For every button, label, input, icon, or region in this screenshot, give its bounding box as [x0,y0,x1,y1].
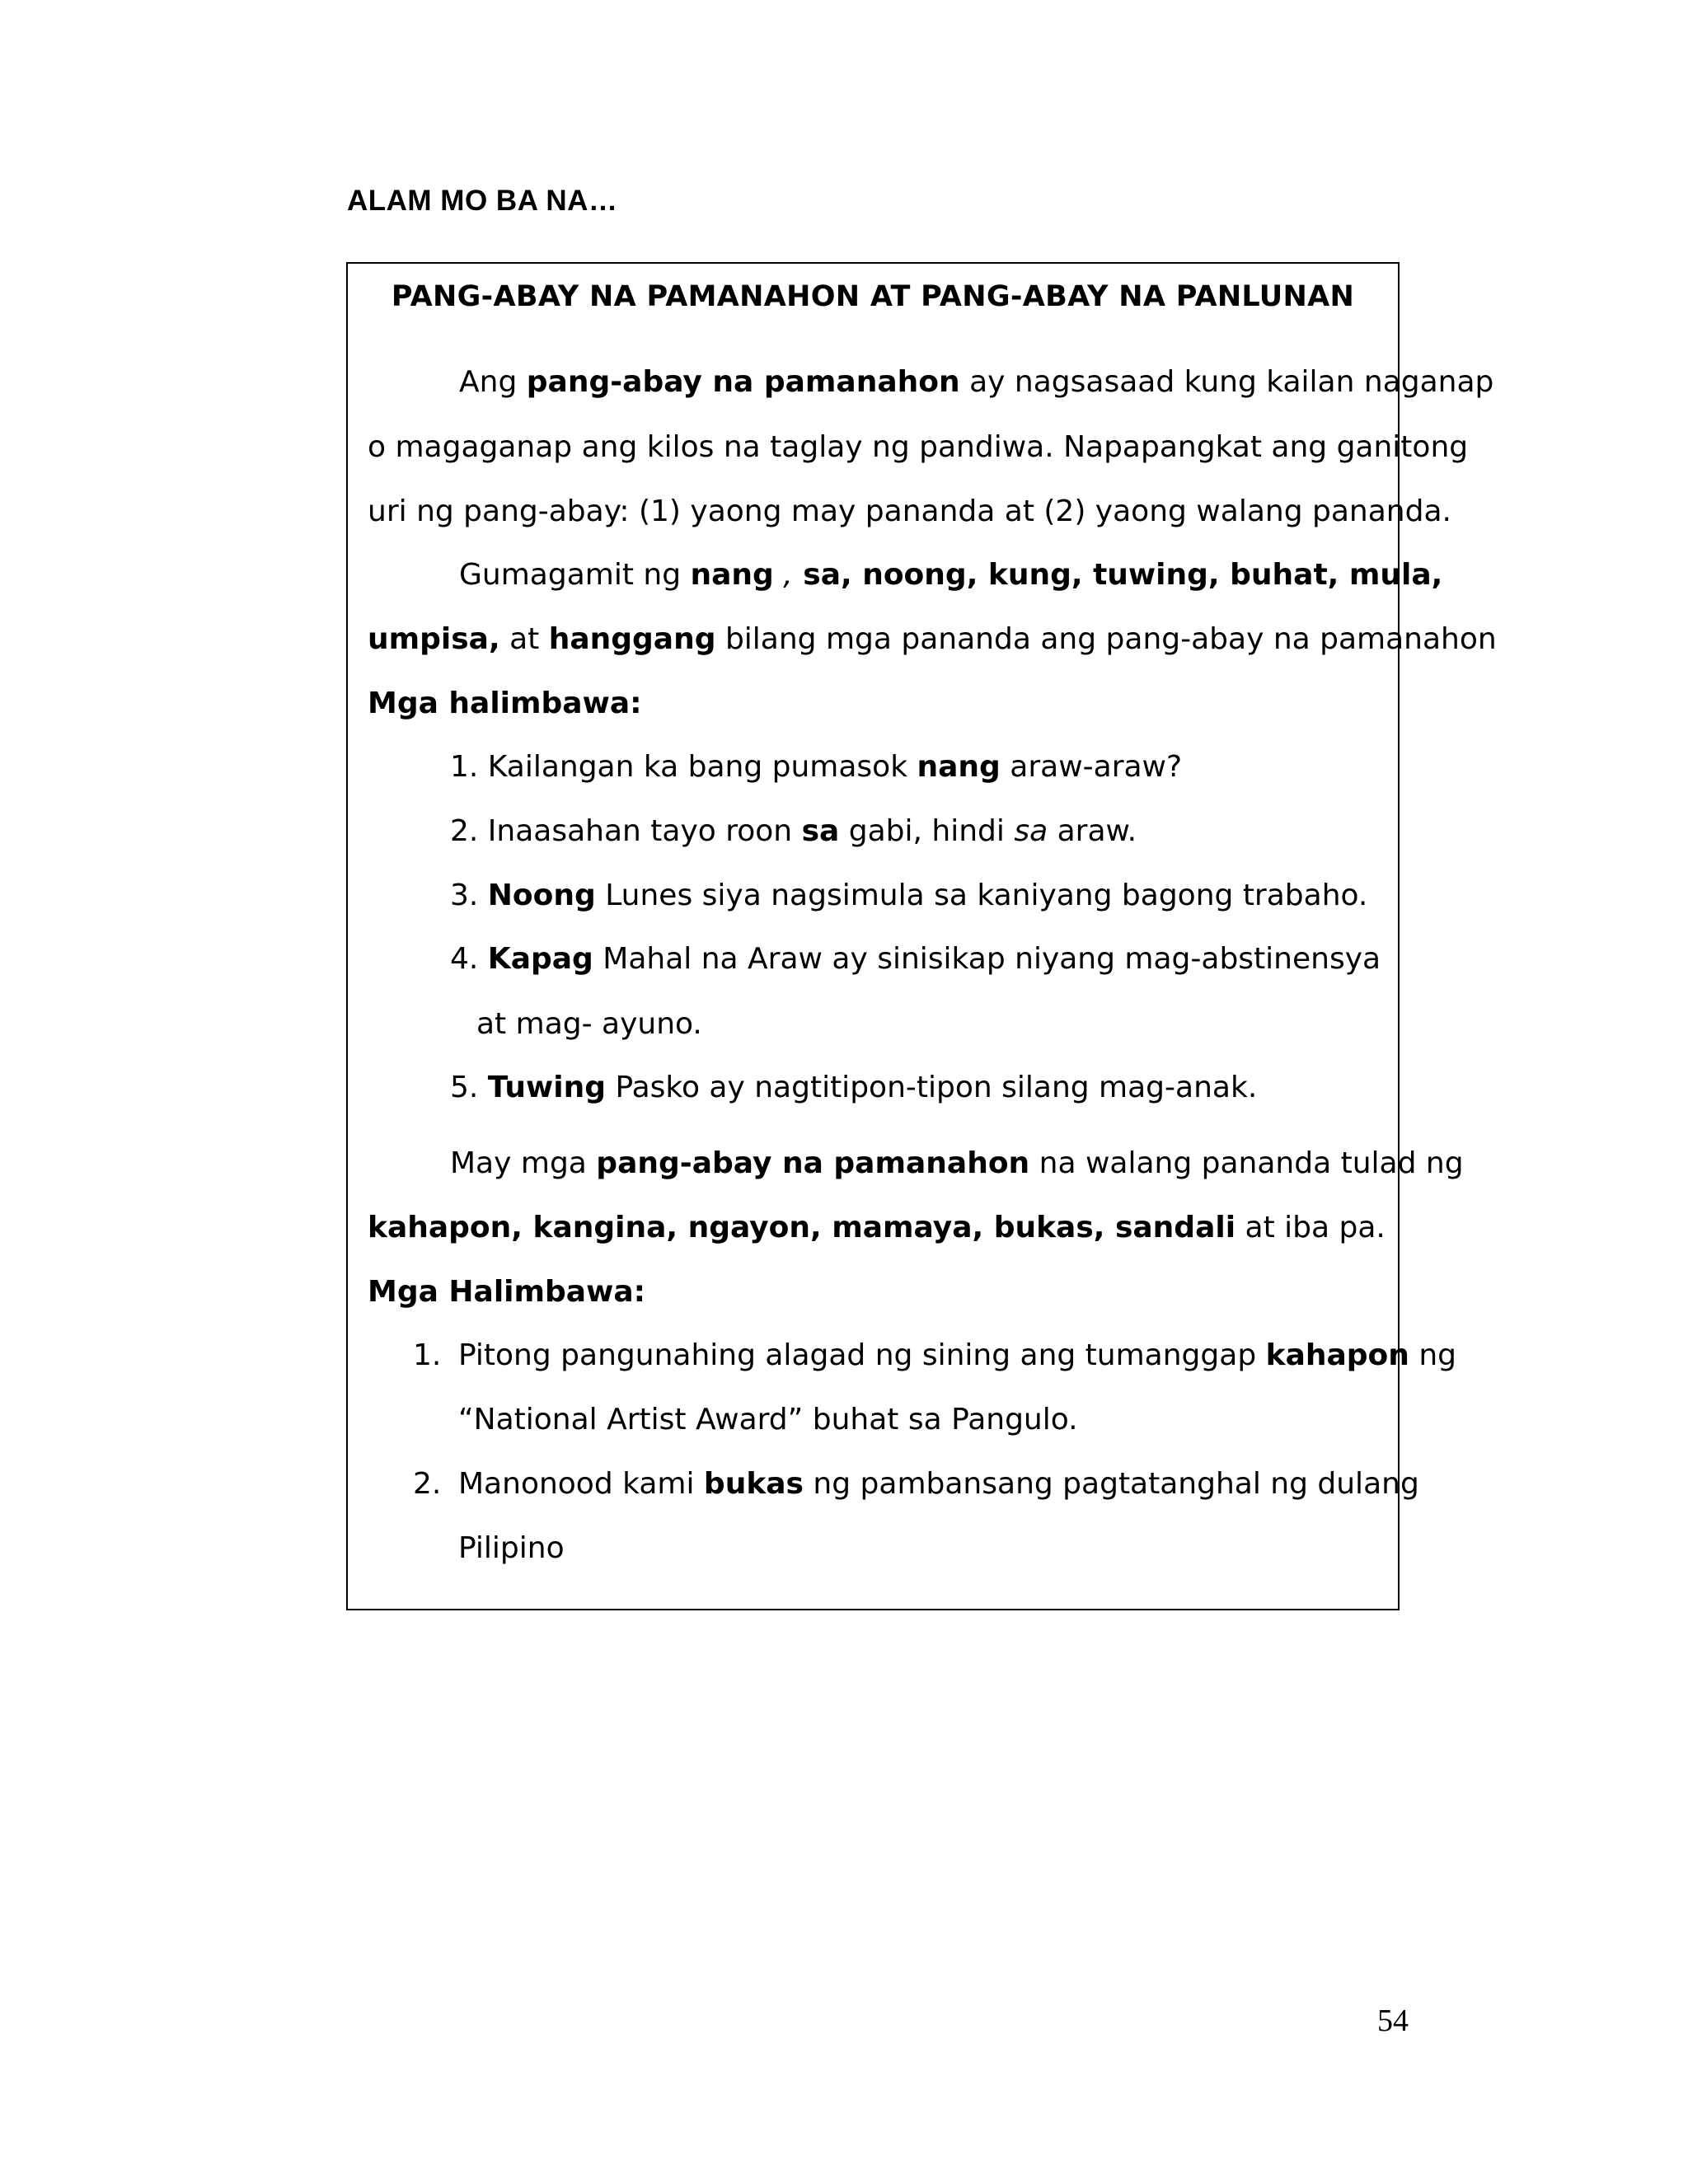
paragraph-1-line-1: Ang pang-abay na pamanahon ay nagsasaad kung kailan naganap [459,365,1494,399]
examples-label-1: Mga halimbawa: [368,687,642,720]
list-item-continuation: “National Artist Award” buhat sa Pangulo. [458,1403,1078,1436]
list-item: Manonood kami bukas ng pambansang pagtatanghal ng dulang [458,1467,1419,1501]
list-item: 1. Kailangan ka bang pumasok nang araw-araw? [450,750,1183,784]
paragraph-2-line-1: Gumagamit ng nang , sa, noong, kung, tuwing, buhat, mula, [459,558,1443,592]
list-item: Pitong pangunahing alagad ng sining ang tumanggap kahapon ng [458,1338,1457,1372]
paragraph-1-line-2: o magaganap ang kilos na taglay ng pandiwa. Napapangkat ang ganitong [368,430,1469,464]
list-number: 1. [413,1338,442,1372]
box-title: PANG-ABAY NA PAMANAHON AT PANG-ABAY NA PANLUNAN [391,280,1355,313]
page-heading: ALAM MO BA NA… [347,185,618,217]
list-item: 2. Inaasahan tayo roon sa gabi, hindi sa araw. [450,814,1137,848]
info-box [346,262,1497,1610]
paragraph-2-line-2: umpisa, at hanggang bilang mga pananda ang pang-abay na pamanahon [368,622,1497,656]
list-item: 5. Tuwing Pasko ay nagtitipon-tipon silang mag-anak. [450,1071,1258,1104]
list-number: 2. [413,1467,442,1501]
paragraph-3-line-1: May mga pang-abay na pamanahon na walang pananda tulad ng [450,1146,1464,1180]
examples-label-2: Mga Halimbawa: [368,1275,646,1309]
page-number: 54 [1377,2004,1409,2038]
list-item-continuation: at mag- ayuno. [476,1007,702,1041]
paragraph-1-line-3: uri ng pang-abay: (1) yaong may pananda at (2) yaong walang pananda. [368,494,1451,528]
paragraph-3-line-2: kahapon, kangina, ngayon, mamaya, bukas, sandali at iba pa. [368,1211,1386,1244]
list-item: 4. Kapag Mahal na Araw ay sinisikap niyang mag-abstinensya [450,942,1381,976]
list-item: 3. Noong Lunes siya nagsimula sa kaniyang bagong trabaho. [450,879,1368,912]
list-item-continuation: Pilipino [458,1531,565,1565]
